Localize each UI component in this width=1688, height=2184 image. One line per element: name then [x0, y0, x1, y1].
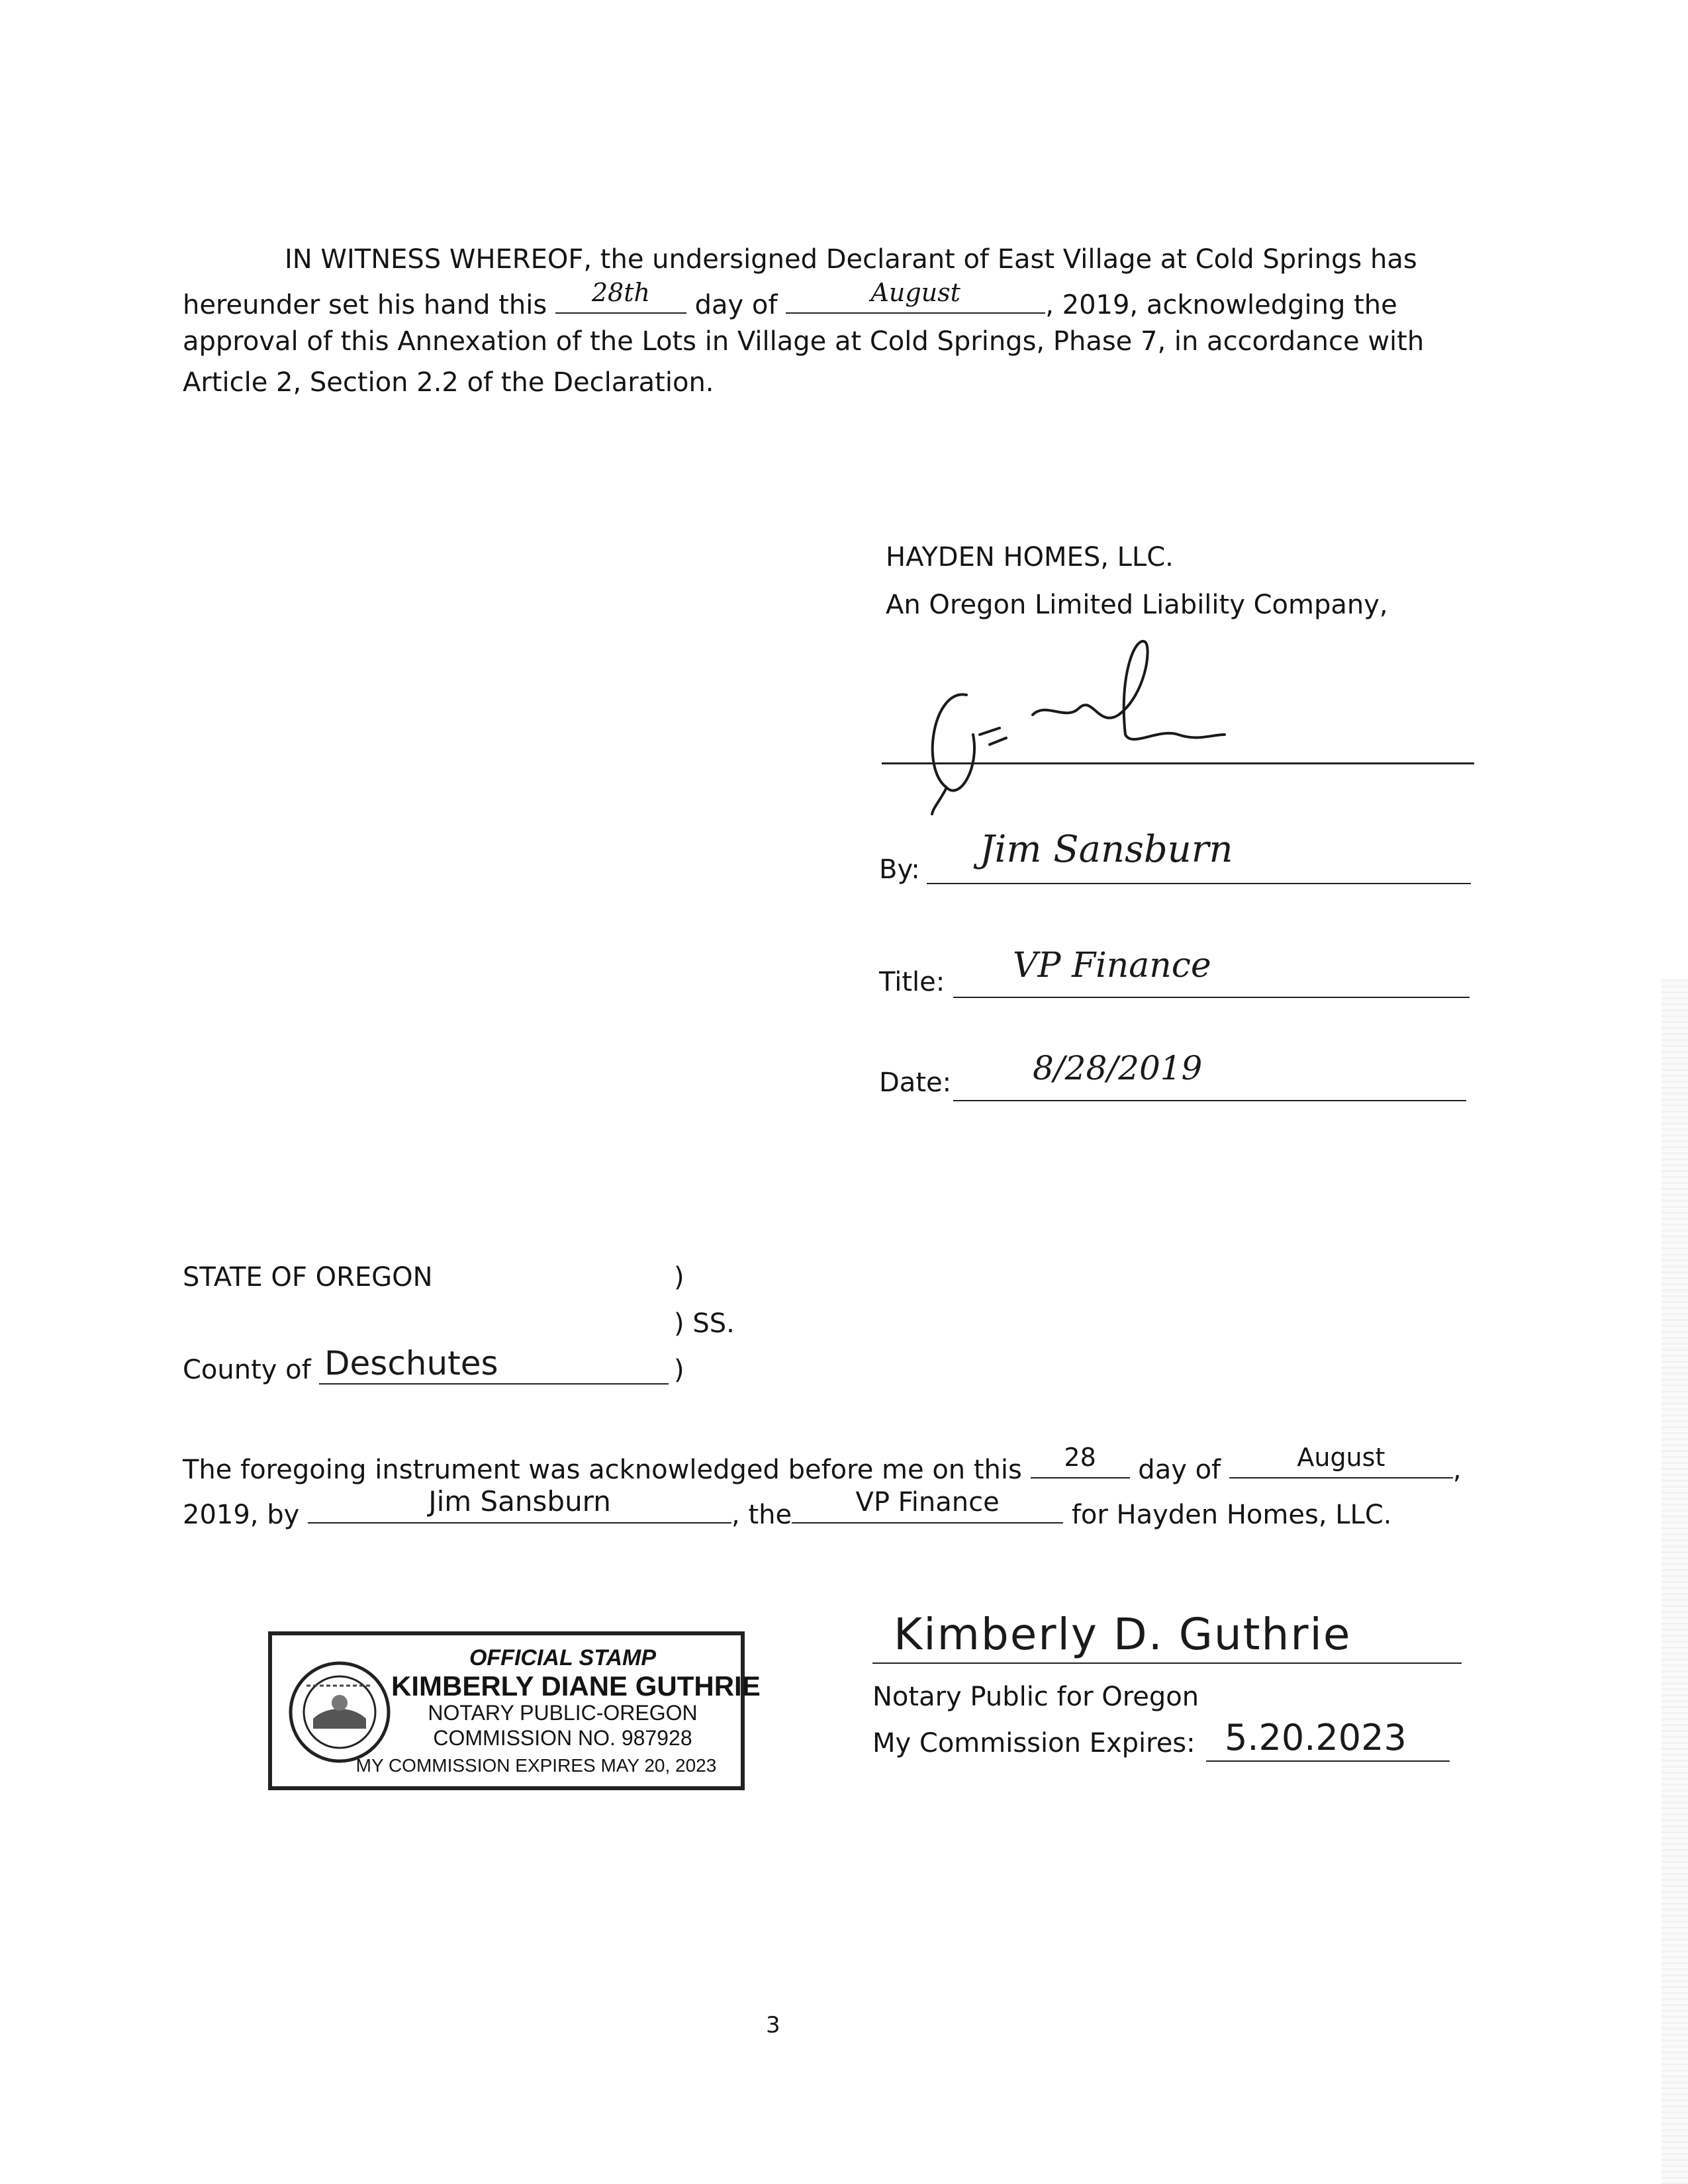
- by-value: Jim Sansburn: [980, 828, 1233, 871]
- stamp-role: NOTARY PUBLIC-OREGON: [428, 1701, 698, 1725]
- title-label: Title:: [879, 967, 945, 997]
- notary-expires-line: [1206, 1760, 1450, 1762]
- venue-paren-1: ): [674, 1262, 684, 1293]
- ack-day-value: 28: [1064, 1443, 1096, 1473]
- witness-line-4: Article 2, Section 2.2 of the Declaration.: [183, 367, 714, 398]
- witness-line-2-pre: hereunder set his hand this: [183, 290, 547, 320]
- ack-name-value: Jim Sansburn: [428, 1484, 611, 1518]
- date-line: [953, 1100, 1466, 1101]
- stamp-expires: MY COMMISSION EXPIRES MAY 20, 2023: [355, 1755, 717, 1776]
- stamp-name: KIMBERLY DIANE GUTHRIE: [391, 1670, 761, 1702]
- county-label: County of: [183, 1355, 311, 1385]
- ack-line-1-mid: day of: [1138, 1455, 1221, 1485]
- notary-expires-label: My Commission Expires:: [872, 1728, 1196, 1758]
- ack-day-field: [1031, 1443, 1130, 1479]
- ack-line-1-end: ,: [1452, 1455, 1462, 1485]
- ack-name-field: [308, 1484, 731, 1524]
- notary-expires-value: 5.20.2023: [1225, 1717, 1407, 1758]
- ack-title-value: VP Finance: [855, 1487, 1000, 1518]
- state-seal-icon: [287, 1659, 393, 1765]
- notary-signature-line: [872, 1662, 1462, 1664]
- title-line: [953, 997, 1470, 998]
- witness-line-3: approval of this Annexation of the Lots in Village at Cold Springs, Phase 7, in accordance with: [183, 326, 1425, 357]
- witness-day-field: [555, 278, 686, 314]
- notary-label: Notary Public for Oregon: [872, 1682, 1199, 1712]
- venue-paren-3: ): [674, 1355, 684, 1385]
- county-line: [319, 1383, 669, 1385]
- stamp-commission: COMMISSION NO. 987928: [433, 1726, 692, 1750]
- witness-line-2-post: , 2019, acknowledging the: [1045, 290, 1397, 320]
- company-name: HAYDEN HOMES, LLC.: [886, 542, 1174, 572]
- witness-month-field: [786, 278, 1045, 314]
- witness-line-1: IN WITNESS WHEREOF, the undersigned Declarant of East Village at Cold Springs has: [285, 244, 1417, 275]
- venue-ss: ) SS.: [674, 1308, 735, 1339]
- date-label: Date:: [879, 1068, 952, 1098]
- stamp-heading: OFFICIAL STAMP: [469, 1645, 657, 1670]
- witness-month-value: August: [870, 278, 961, 308]
- ack-line-2-post: for Hayden Homes, LLC.: [1071, 1500, 1392, 1530]
- ack-month-value: August: [1297, 1443, 1385, 1473]
- witness-line-2: [183, 278, 1397, 321]
- ack-line-2: [183, 1484, 1392, 1531]
- page-number: 3: [766, 2012, 780, 2038]
- witness-day-value: 28th: [591, 278, 650, 308]
- notary-stamp: [268, 1631, 761, 1790]
- ack-line-1-pre: The foregoing instrument was acknowledged before me on this: [183, 1455, 1022, 1485]
- by-line: [927, 883, 1471, 884]
- notary-signature: Kimberly D. Guthrie: [894, 1609, 1352, 1660]
- ack-line-1: [183, 1443, 1462, 1486]
- title-value: VP Finance: [1013, 946, 1211, 985]
- date-value: 8/28/2019: [1033, 1049, 1203, 1087]
- ack-month-field: [1229, 1443, 1453, 1479]
- county-value: Deschutes: [324, 1344, 498, 1383]
- declarant-signature: [880, 635, 1503, 834]
- scan-edge: [1662, 979, 1688, 2184]
- state-label: STATE OF OREGON: [183, 1262, 433, 1293]
- by-label: By:: [879, 854, 920, 885]
- ack-title-field: [792, 1487, 1063, 1524]
- signature-line: [882, 762, 1474, 764]
- company-type: An Oregon Limited Liability Company,: [886, 590, 1388, 620]
- ack-line-2-pre: 2019, by: [183, 1500, 300, 1530]
- witness-line-2-mid: day of: [694, 290, 778, 320]
- ack-line-2-mid: , the: [731, 1500, 792, 1530]
